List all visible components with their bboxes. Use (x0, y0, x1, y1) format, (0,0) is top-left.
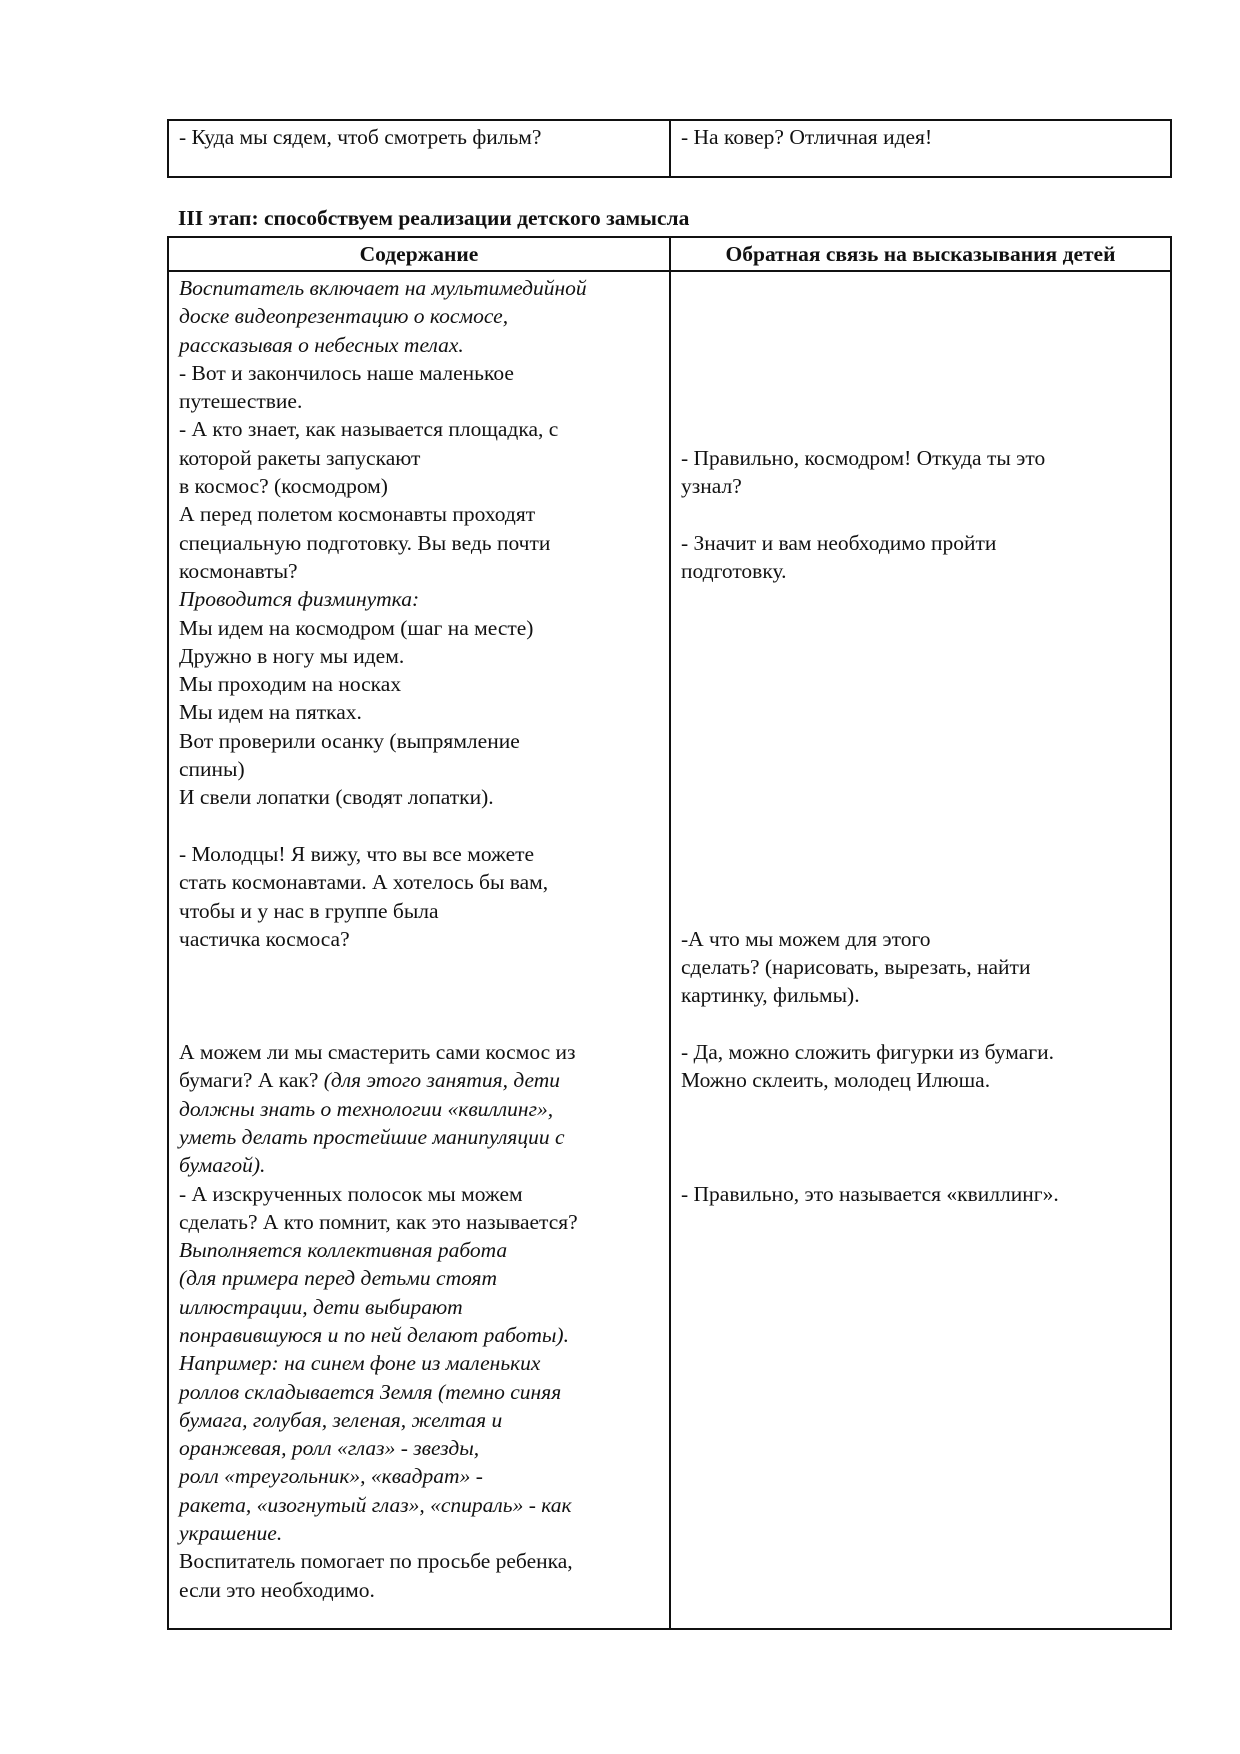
text: - Вот и закончилось наше маленькое (179, 360, 514, 385)
text: путешествие. (179, 389, 303, 414)
content-line (179, 1406, 659, 1434)
text: чтобы и у нас в группе была (179, 898, 439, 923)
content-line (179, 1519, 659, 1547)
content-line (179, 1236, 659, 1264)
feedback-block (681, 1180, 1160, 1208)
content-line (179, 1095, 659, 1123)
content-line (179, 444, 659, 472)
italic-text: оранжевая, ролл «глаз» - звезды, (179, 1436, 480, 1461)
content-line (179, 359, 659, 387)
text: Вот проверили осанку (выпрямление (179, 728, 520, 753)
feedback-block (681, 529, 1160, 586)
content-line (179, 415, 659, 443)
content-line (179, 642, 659, 670)
feedback-block (681, 1038, 1160, 1095)
content-line (179, 274, 659, 302)
text: А можем ли мы смастерить сами космос из (179, 1040, 576, 1065)
content-line (179, 755, 659, 783)
text: специальную подготовку. Вы ведь почти (179, 530, 551, 555)
italic-text: Проводится физминутка: (179, 587, 420, 612)
feedback-line: - Правильно, это называется «квиллинг». (681, 1181, 1059, 1206)
content-line (179, 1038, 659, 1066)
content-line (179, 1321, 659, 1349)
previous-table-row (167, 119, 1172, 178)
content-line (179, 812, 659, 840)
italic-text: Выполняется коллективная работа (179, 1238, 508, 1263)
header-content: Содержание (169, 238, 671, 270)
text: - Молодцы! Я вижу, что вы все можете (179, 841, 535, 866)
italic-text: ракета, «изогнутый глаз», «спираль» - как (179, 1492, 572, 1517)
italic-text: бумагой). (179, 1153, 266, 1178)
content-line (179, 1462, 659, 1490)
text: Мы идем на космодром (шаг на месте) (179, 615, 534, 640)
feedback-column (671, 272, 1170, 1630)
italic-text: (для примера перед детьми стоят (179, 1266, 498, 1291)
content-line (179, 1547, 659, 1575)
feedback-line: картинку, фильмы). (681, 983, 860, 1008)
content-line (179, 331, 659, 359)
feedback-block (681, 444, 1160, 501)
italic-text: уметь делать простейшие манипуляции с (179, 1124, 565, 1149)
content-column (169, 272, 671, 1630)
table-body-row (169, 272, 1170, 1630)
content-line (179, 783, 659, 811)
content-line (179, 1349, 659, 1377)
content-line (179, 1293, 659, 1321)
italic-text: иллюстрации, дети выбирают (179, 1294, 463, 1319)
feedback-cell: - На ковер? Отличная идея! (681, 125, 933, 149)
italic-text: ролл «треугольник», «квадрат» - (179, 1464, 483, 1489)
content-line (179, 585, 659, 613)
content-line (179, 897, 659, 925)
feedback-line: сделать? (нарисовать, вырезать, найти (681, 955, 1031, 980)
content-line (179, 981, 659, 1009)
italic-text: бумага, голубая, зеленая, желтая и (179, 1407, 503, 1432)
feedback-line: узнал? (681, 474, 742, 499)
content-line (179, 1123, 659, 1151)
header-feedback: Обратная связь на высказывания детей (725, 242, 1116, 266)
italic-text: Воспитатель включает на мультимедийной (179, 276, 587, 300)
content-line (179, 472, 659, 500)
content-line (179, 840, 659, 868)
content-line (179, 1491, 659, 1519)
content-line (179, 1378, 659, 1406)
feedback-line: - Да, можно сложить фигурки из бумаги. (681, 1040, 1054, 1065)
text: А перед полетом космонавты проходят (179, 502, 536, 527)
content-line (179, 698, 659, 726)
text: И свели лопатки (сводят лопатки). (179, 785, 494, 810)
content-cell: - Куда мы сядем, чтоб смотреть фильм? (169, 121, 671, 176)
text: космонавты? (179, 558, 298, 583)
content-line (179, 1010, 659, 1038)
content-line (179, 500, 659, 528)
feedback-line: -А что мы можем для этого (681, 926, 931, 951)
content-line (179, 727, 659, 755)
italic-text: роллов складывается Земля (темно синяя (179, 1379, 562, 1404)
italic-text: доске видеопрезентацию о космосе, (179, 304, 509, 329)
feedback-line: - Правильно, космодром! Откуда ты это (681, 445, 1046, 470)
content-line (179, 670, 659, 698)
content-line (179, 302, 659, 330)
italic-text: должны знать о технологии «квиллинг», (179, 1096, 554, 1121)
content-line (179, 1208, 659, 1236)
content-line (179, 557, 659, 585)
italic-text: понравившуюся и по ней делают работы). (179, 1322, 569, 1347)
content-line (179, 387, 659, 415)
text: бумаги? А как? (179, 1068, 324, 1093)
text: Воспитатель помогает по просьбе ребенка, (179, 1549, 573, 1574)
content-line (179, 868, 659, 896)
feedback-block (681, 925, 1160, 1010)
text: - А изскрученных полосок мы можем (179, 1181, 523, 1206)
content-line (179, 925, 659, 953)
feedback-line: Можно склеить, молодец Илюша. (681, 1068, 991, 1093)
content-line (179, 614, 659, 642)
italic-text: Например: на синем фоне из маленьких (179, 1351, 541, 1376)
text: в космос? (космодром) (179, 474, 388, 499)
stage-table (167, 236, 1172, 1630)
text: сделать? А кто помнит, как это называется? (179, 1209, 578, 1234)
content-line (179, 1151, 659, 1179)
table-header-row (169, 238, 1170, 272)
content-line (179, 1576, 659, 1604)
text: Дружно в ногу мы идем. (179, 643, 405, 668)
text: спины) (179, 757, 245, 782)
text: Мы проходим на носках (179, 672, 402, 697)
italic-text: рассказывая о небесных телах. (179, 332, 464, 357)
text: частичка космоса? (179, 926, 350, 951)
content-line (179, 1264, 659, 1292)
section-heading: III этап: способствуем реализации детского замысла (178, 206, 690, 230)
feedback-line: - Значит и вам необходимо пройти (681, 530, 997, 555)
italic-text: украшение. (179, 1521, 283, 1546)
text: Мы идем на пятках. (179, 700, 362, 725)
content-line (179, 1180, 659, 1208)
italic-text: (для этого занятия, дети (323, 1068, 561, 1093)
feedback-line: подготовку. (681, 558, 787, 583)
content-line (179, 953, 659, 981)
text: стать космонавтами. А хотелось бы вам, (179, 870, 549, 895)
text: если это необходимо. (179, 1577, 375, 1602)
content-line (179, 1066, 659, 1094)
content-line (179, 529, 659, 557)
text: - А кто знает, как называется площадка, с (179, 417, 559, 442)
content-line (179, 1434, 659, 1462)
text: которой ракеты запускают (179, 445, 421, 470)
